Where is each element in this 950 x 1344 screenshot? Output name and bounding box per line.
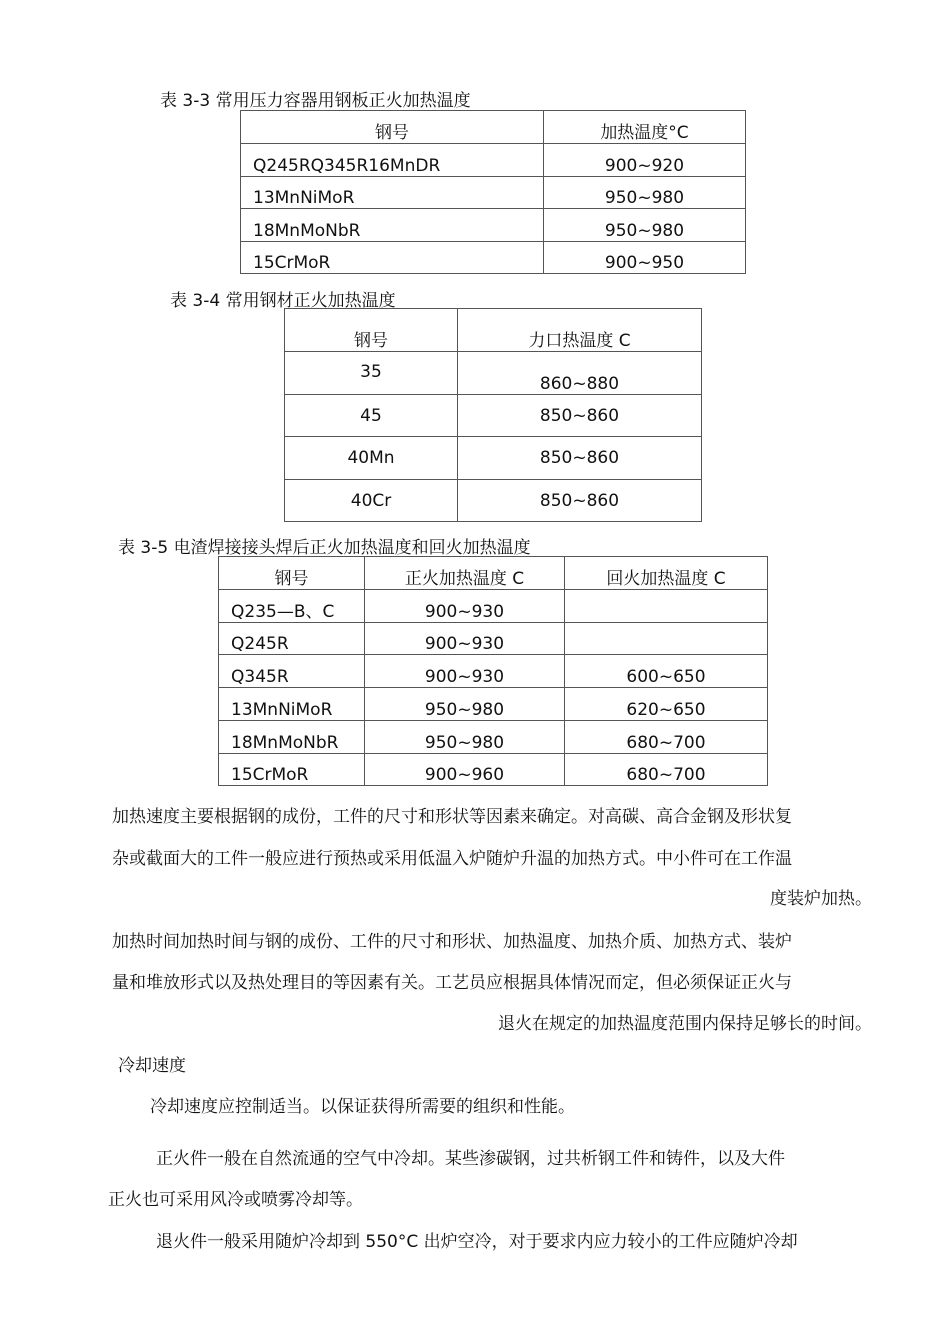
header-cell: 力口热温度 C <box>458 309 702 352</box>
table-cell <box>565 590 768 623</box>
table-cell: 900~930 <box>365 590 565 623</box>
table-cell: 15CrMoR <box>219 754 365 786</box>
header-cell: 钢号 <box>219 557 365 590</box>
section-heading: 冷却速度 <box>118 1056 186 1076</box>
paragraph-line: 正火也可采用风冷或喷雾冷却等。 <box>108 1190 363 1210</box>
table-row <box>219 754 768 786</box>
table-cell: 680~700 <box>565 754 768 786</box>
table-row <box>285 395 702 437</box>
table-row <box>241 242 746 274</box>
table-cell: 40Cr <box>285 480 458 522</box>
table-cell: 950~980 <box>365 721 565 754</box>
table-row <box>285 437 702 480</box>
table-row <box>219 655 768 688</box>
table-cell: 950~980 <box>544 177 746 209</box>
table-cell: 900~930 <box>365 655 565 688</box>
table-cell: 680~700 <box>565 721 768 754</box>
table-cell: 860~880 <box>458 352 702 395</box>
paragraph-line: 退火在规定的加热温度范围内保持足够长的时间。 <box>498 1014 872 1034</box>
table-header-row <box>219 557 768 590</box>
table-cell: 900~930 <box>365 623 565 655</box>
table-cell: 15CrMoR <box>241 242 544 274</box>
table-3-4 <box>284 308 702 522</box>
header-cell: 钢号 <box>241 111 544 144</box>
paragraph-line: 正火件一般在自然流通的空气中冷却。某些渗碳钢，过共析钢工件和铸件，以及大件 <box>156 1149 785 1169</box>
table-row <box>241 144 746 177</box>
table-3-5-caption: 表 3-5 电渣焊接接头焊后正火加热温度和回火加热温度 <box>118 538 531 558</box>
table-3-5 <box>218 556 768 786</box>
table-cell: 900~950 <box>544 242 746 274</box>
table-cell: 35 <box>285 352 458 395</box>
table-row <box>219 590 768 623</box>
table-3-3 <box>240 110 746 274</box>
table-row <box>285 352 702 395</box>
paragraph-line: 度装炉加热。 <box>770 889 872 909</box>
table-header-row <box>241 111 746 144</box>
table-3-4-caption: 表 3-4 常用钢材正火加热温度 <box>170 291 396 311</box>
header-cell: 钢号 <box>285 309 458 352</box>
header-cell: 回火加热温度 C <box>565 557 768 590</box>
paragraph-line: 加热时间加热时间与钢的成份、工件的尺寸和形状、加热温度、加热介质、加热方式、装炉 <box>112 932 792 952</box>
table-cell <box>565 623 768 655</box>
table-cell: 850~860 <box>458 395 702 437</box>
table-cell: 900~920 <box>544 144 746 177</box>
table-cell: 600~650 <box>565 655 768 688</box>
table-row <box>219 688 768 721</box>
table-row <box>219 721 768 754</box>
table-cell: 950~980 <box>544 209 746 242</box>
table-cell: 620~650 <box>565 688 768 721</box>
table-row <box>219 623 768 655</box>
table-row <box>241 177 746 209</box>
paragraph-line: 量和堆放形式以及热处理目的等因素有关。工艺员应根据具体情况而定，但必须保证正火与 <box>112 973 792 993</box>
table-cell: Q235—B、C <box>219 590 365 623</box>
paragraph-line: 加热速度主要根据钢的成份，工件的尺寸和形状等因素来确定。对高碳、高合金钢及形状复 <box>112 807 792 827</box>
table-cell: 45 <box>285 395 458 437</box>
table-cell: 950~980 <box>365 688 565 721</box>
table-header-row <box>285 309 702 352</box>
table-cell: 40Mn <box>285 437 458 480</box>
table-cell: 18MnMoNbR <box>219 721 365 754</box>
table-cell: 850~860 <box>458 480 702 522</box>
paragraph-line: 退火件一般采用随炉冷却到 550°C 出炉空冷，对于要求内应力较小的工件应随炉冷却 <box>156 1232 798 1252</box>
header-cell: 加热温度°C <box>544 111 746 144</box>
paragraph-line: 杂或截面大的工件一般应进行预热或采用低温入炉随炉升温的加热方式。中小件可在工作温 <box>112 849 792 869</box>
paragraph-line: 冷却速度应控制适当。以保证获得所需要的组织和性能。 <box>150 1097 575 1117</box>
table-cell: 18MnMoNbR <box>241 209 544 242</box>
header-cell: 正火加热温度 C <box>365 557 565 590</box>
table-cell: 850~860 <box>458 437 702 480</box>
table-cell: Q245R <box>219 623 365 655</box>
table-cell: Q345R <box>219 655 365 688</box>
table-cell: Q245RQ345R16MnDR <box>241 144 544 177</box>
table-cell: 900~960 <box>365 754 565 786</box>
table-row <box>241 209 746 242</box>
table-cell: 13MnNiMoR <box>241 177 544 209</box>
table-3-3-caption: 表 3-3 常用压力容器用钢板正火加热温度 <box>160 91 471 111</box>
table-cell: 13MnNiMoR <box>219 688 365 721</box>
table-row <box>285 480 702 522</box>
